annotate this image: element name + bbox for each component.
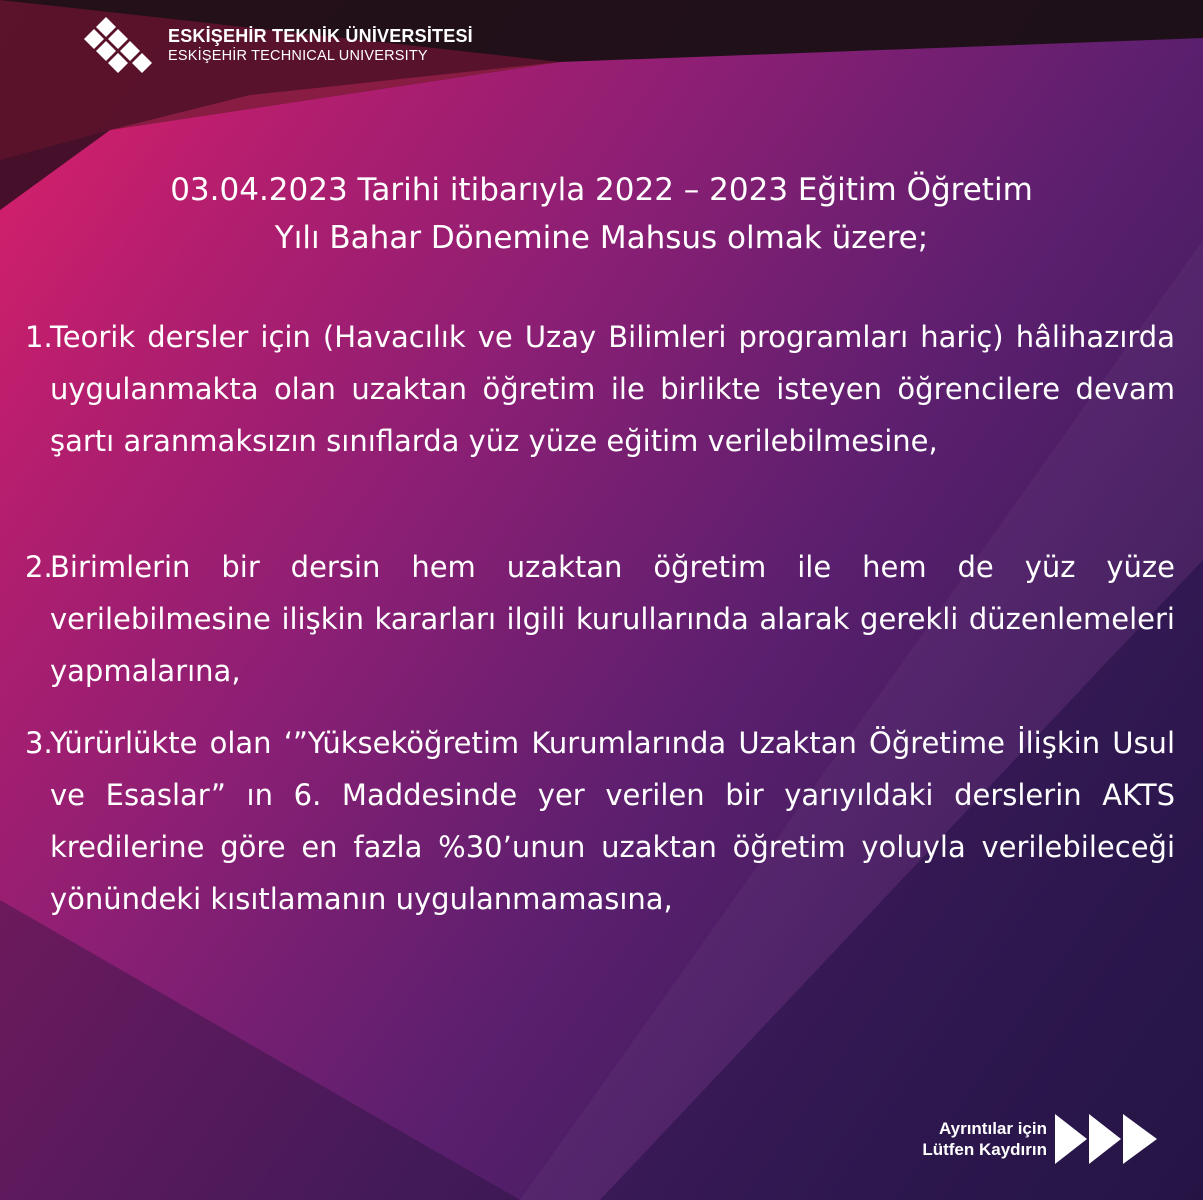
list-item-text: Yürürlükte olan ‘”Yükseköğretim Kurumlarında Uzaktan Öğretime İlişkin Usul ve Esaslar” ın 6. Maddesinde yer verilen bir yarıyıldaki derslerin AKTS kredilerine göre en fazla %30’unun uzaktan öğretim yoluyla verilebileceği yönündeki kısıtlamanın uygulanmamasına, <box>50 726 1175 916</box>
swipe-hint-line-2: Lütfen Kaydırın <box>922 1140 1047 1159</box>
swipe-hint[interactable] <box>922 1112 1163 1166</box>
university-header <box>80 10 473 80</box>
list-item-text: Teorik dersler için (Havacılık ve Uzay Bilimleri programları hariç) hâlihazırda uygulanmakta olan uzaktan öğretim ile birlikte isteyen öğrencilere devam şartı aranmaksızın sınıflarda yüz yüze eğitim verilebilmesine, <box>50 320 1175 458</box>
list-item-3 <box>25 717 1175 925</box>
swipe-hint-line-1: Ayrıntılar için <box>938 1119 1047 1138</box>
list-item-1 <box>25 311 1175 467</box>
list-item-number: 3. <box>25 726 53 760</box>
university-name-tr: ESKİŞEHİR TEKNİK ÜNİVERSİTESİ <box>168 26 473 46</box>
triple-chevron-right-icon <box>1053 1112 1163 1166</box>
list-item-2 <box>25 541 1175 697</box>
university-name-en: ESKİŞEHİR TECHNICAL UNIVERSITY <box>168 48 428 64</box>
university-logo-icon <box>80 15 156 75</box>
list-item-text: Birimlerin bir dersin hem uzaktan öğretim ile hem de yüz yüze verilebilmesine ilişkin kararları ilgili kurullarında alarak gerekli düzenlemeleri yapmalarına, <box>50 550 1175 688</box>
list-item-number: 1. <box>25 320 53 354</box>
list-item-number: 2. <box>25 550 53 584</box>
intro-text: 03.04.2023 Tarihi itibarıyla 2022 – 2023 Eğitim Öğretim Yılı Bahar Dönemine Mahsus olmak üzere; <box>170 172 1033 256</box>
